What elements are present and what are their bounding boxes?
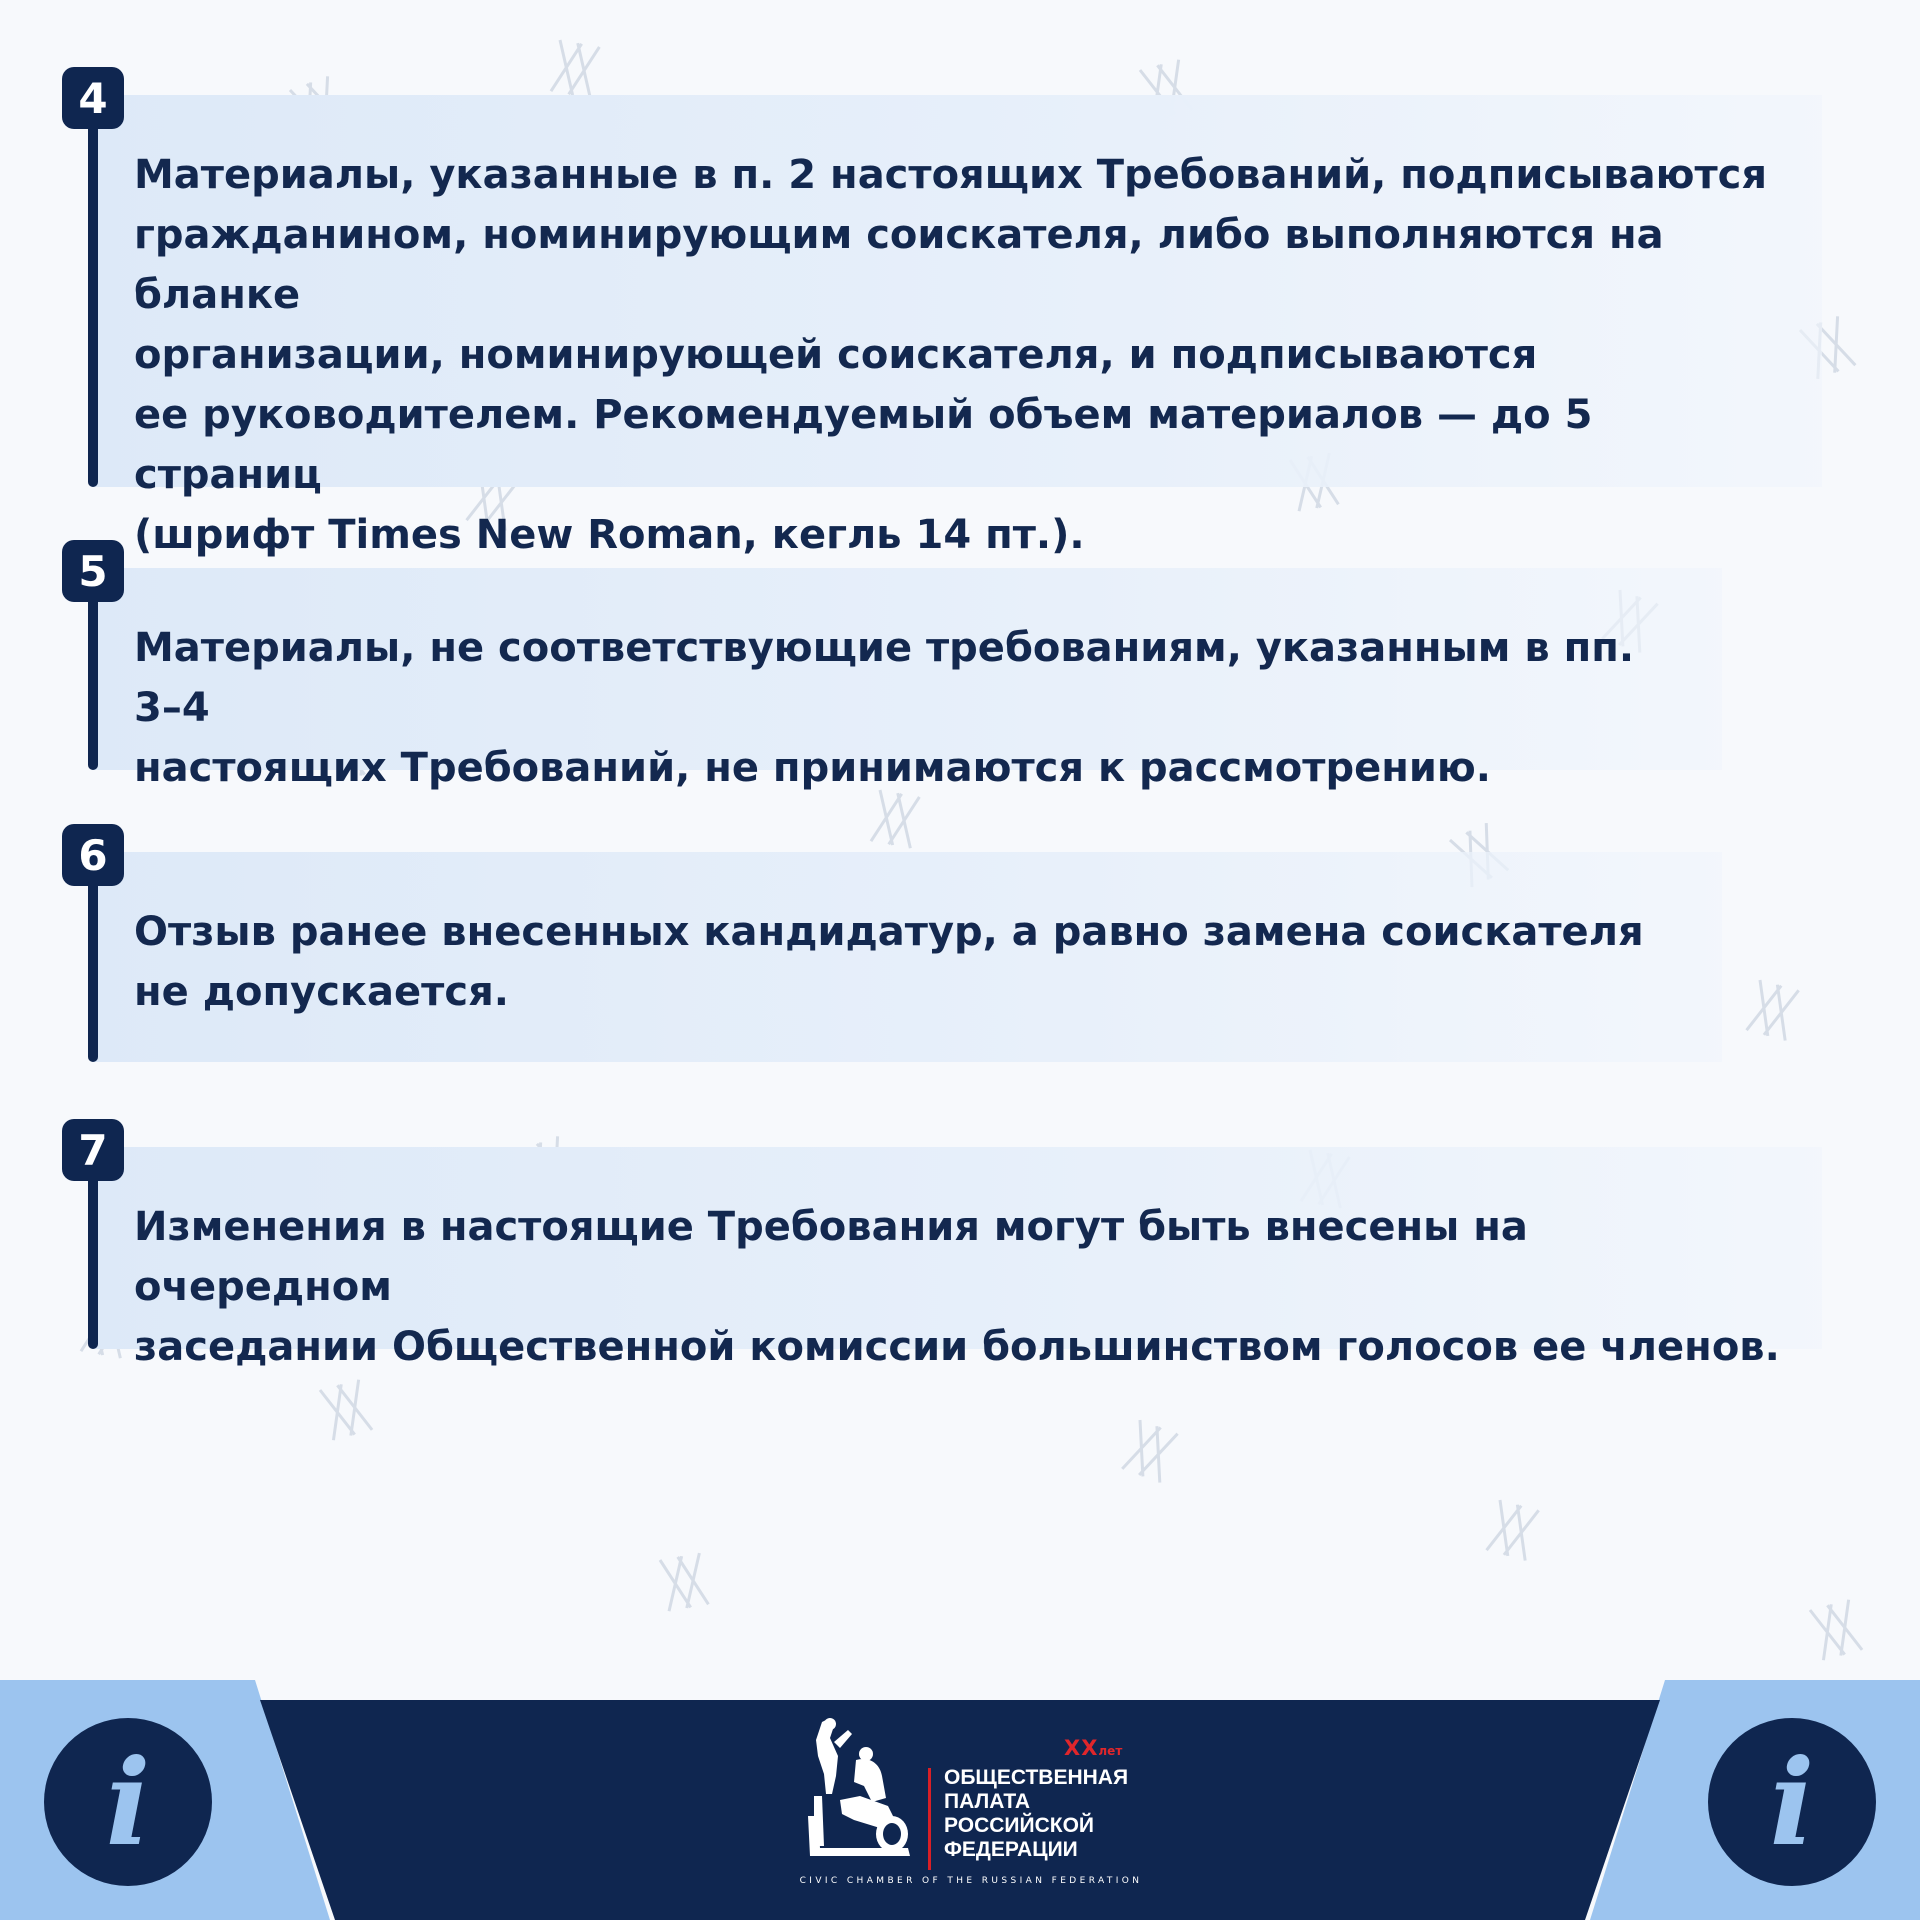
org-name: ОБЩЕСТВЕННАЯ ПАЛАТА РОССИЙСКОЙ ФЕДЕРАЦИИ bbox=[944, 1766, 1129, 1861]
requirement-text: Материалы, указанные в п. 2 настоящих Требований, подписываются гражданином, номинирующим соискателя, либо выполняются на бланке организации, номинирующей соискателя, и подписываются ее руководителем. Рекомендуемый объем материалов — до 5 страниц (шрифт Times New Roman, кегль 14 пт.). bbox=[134, 152, 1768, 558]
requirement-item-5 bbox=[62, 546, 1722, 791]
info-icon-glyph: i bbox=[1769, 1732, 1815, 1872]
anniversary-number: XX bbox=[1064, 1736, 1099, 1760]
monument-emblem-icon bbox=[800, 1716, 918, 1860]
anniversary-mark bbox=[1064, 1736, 1122, 1760]
requirement-number-badge: 4 bbox=[62, 67, 124, 129]
org-name-english: CIVIC CHAMBER OF THE RUSSIAN FEDERATION bbox=[799, 1876, 1143, 1886]
requirement-vertical-line bbox=[88, 95, 98, 487]
requirement-number-badge: 6 bbox=[62, 824, 124, 886]
requirement-text: Отзыв ранее внесенных кандидатур, а равно замена соискателя не допускается. bbox=[134, 909, 1644, 1015]
requirement-item-7 bbox=[62, 1125, 1822, 1370]
requirement-number-badge: 7 bbox=[62, 1119, 124, 1181]
requirement-text: Материалы, не соответствующие требованиям, указанным в пп. 3–4 настоящих Требований, не принимаются к рассмотрению. bbox=[134, 625, 1635, 791]
requirement-item-6 bbox=[62, 830, 1722, 1062]
logo-divider bbox=[928, 1768, 931, 1870]
info-icon-glyph: i bbox=[105, 1732, 151, 1872]
info-icon bbox=[1708, 1718, 1876, 1886]
anniversary-suffix: лет bbox=[1098, 1744, 1123, 1758]
info-icon bbox=[44, 1718, 212, 1886]
civic-chamber-logo bbox=[799, 1710, 1143, 1900]
requirement-item-4 bbox=[62, 73, 1822, 558]
requirement-number-badge: 5 bbox=[62, 540, 124, 602]
footer-banner bbox=[0, 1680, 1920, 1920]
requirement-text: Изменения в настоящие Требования могут быть внесены на очередном заседании Общественной комиссии большинством голосов ее членов. bbox=[134, 1204, 1780, 1370]
